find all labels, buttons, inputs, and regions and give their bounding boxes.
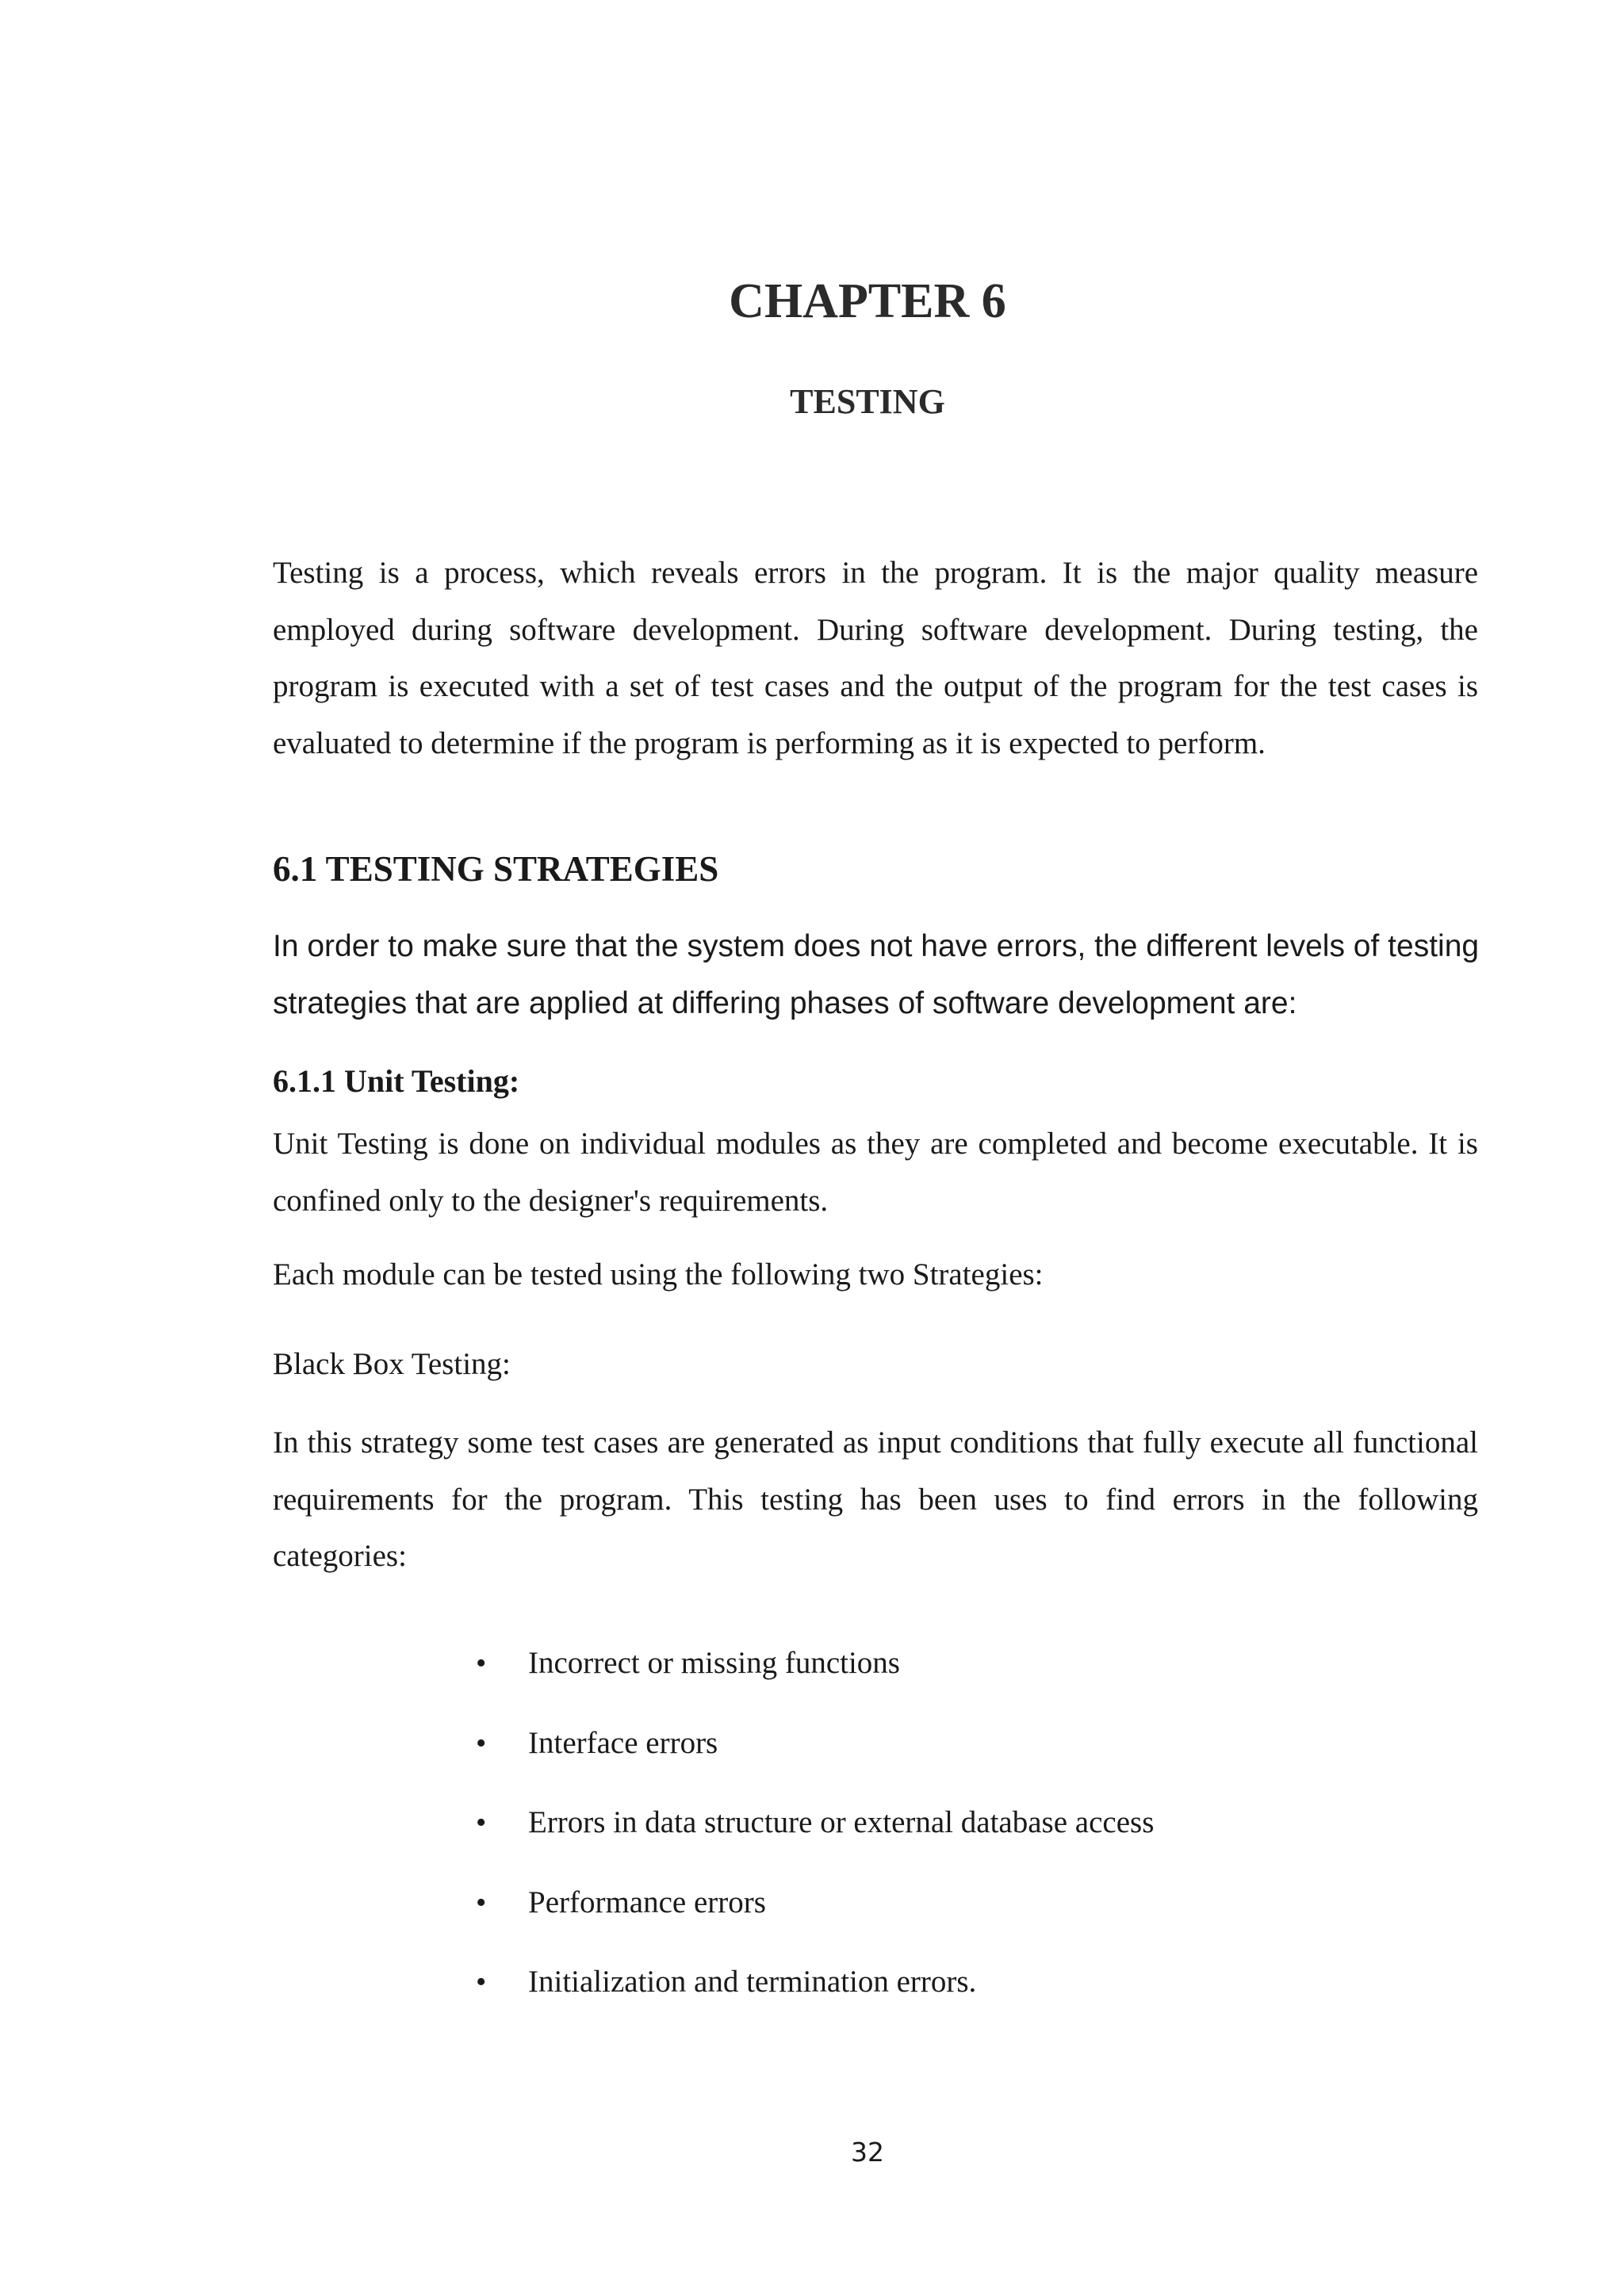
error-category-list: [476, 1640, 1154, 2038]
intro-paragraph: Testing is a process, which reveals errors in the program. It is the major quality measure employed during software development. During software development. During testing, the program is executed with a set of test cases and the output of the program for the test cases is evaluated to determine if the program is performing as it is expected to perform.: [273, 556, 1478, 760]
section-heading: 6.1 TESTING STRATEGIES: [273, 849, 719, 889]
subsection-heading: 6.1.1 Unit Testing:: [273, 1063, 520, 1099]
chapter-subtitle: TESTING: [790, 382, 945, 421]
bullet-icon: •: [476, 1726, 487, 1760]
bullet-icon: •: [476, 1965, 487, 1999]
list-item: [476, 1799, 1154, 1879]
bullet-icon: •: [476, 1806, 487, 1839]
bullet-icon: •: [476, 1647, 487, 1680]
black-box-paragraph: In this strategy some test cases are generated as input conditions that fully execute all functional requirements for the program. This testing has been uses to find errors in the following categories:: [273, 1425, 1478, 1573]
list-item: [476, 1640, 1154, 1720]
chapter-title: CHAPTER 6: [729, 274, 1006, 328]
page-number: 32: [851, 2137, 884, 2168]
black-box-label: Black Box Testing:: [273, 1347, 511, 1381]
list-item-text: Errors in data structure or external database access: [528, 1805, 1155, 1839]
list-item-text: Initialization and termination errors.: [528, 1965, 977, 1999]
strategies-intro-paragraph: Each module can be tested using the following two Strategies:: [273, 1257, 1044, 1292]
list-item-text: Interface errors: [528, 1725, 718, 1760]
list-item: [476, 1879, 1154, 1959]
list-item-text: Incorrect or missing functions: [528, 1646, 900, 1680]
section-description: In order to make sure that the system does not have errors, the different levels of testing strategies that are applied at differing phases of software development are:: [273, 929, 1480, 1020]
list-item: [476, 1720, 1154, 1800]
list-item: [476, 1958, 1154, 2038]
list-item-text: Performance errors: [528, 1885, 766, 1919]
bullet-icon: •: [476, 1885, 487, 1919]
unit-testing-paragraph: Unit Testing is done on individual modules as they are completed and become executable. It is confined only to the designer's requirements.: [273, 1127, 1478, 1218]
